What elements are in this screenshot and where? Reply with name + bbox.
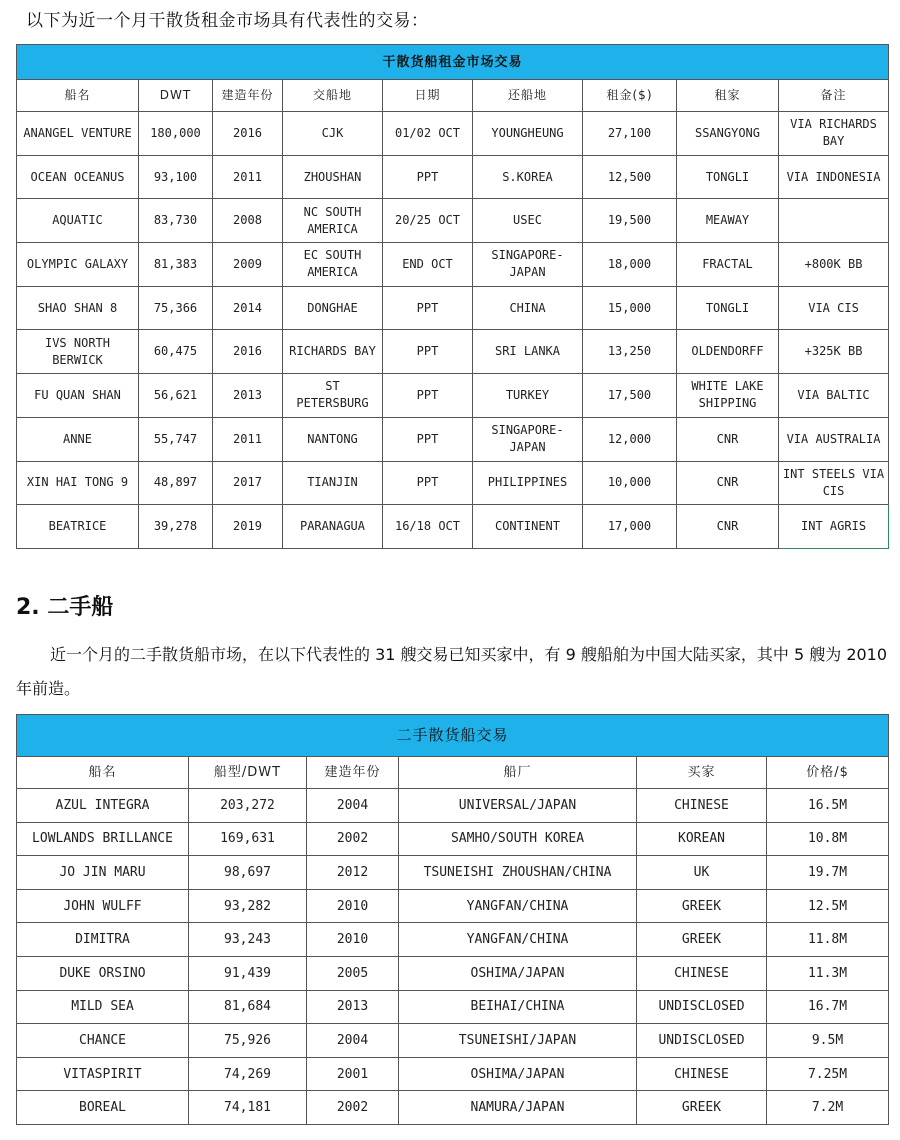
sale-header-cell: 价格/$	[767, 757, 889, 789]
sale-cell: GREEK	[637, 1091, 767, 1125]
charter-cell: PHILIPPINES	[473, 461, 583, 505]
sale-cell: DIMITRA	[17, 923, 189, 957]
sale-cell: JO JIN MARU	[17, 856, 189, 890]
sale-cell: 7.2M	[767, 1091, 889, 1125]
charter-cell: 2014	[213, 286, 283, 330]
sale-cell: OSHIMA/JAPAN	[399, 1057, 637, 1091]
charter-cell: VIA INDONESIA	[779, 155, 889, 199]
charter-cell: XIN HAI TONG 9	[17, 461, 139, 505]
sale-header-cell: 建造年份	[307, 757, 399, 789]
sale-row	[17, 889, 889, 923]
sale-cell: 9.5M	[767, 1024, 889, 1058]
charter-cell: 2013	[213, 374, 283, 418]
charter-cell: 12,500	[583, 155, 677, 199]
charter-cell: 27,100	[583, 112, 677, 156]
charter-cell: S.KOREA	[473, 155, 583, 199]
charter-header-cell: DWT	[139, 80, 213, 112]
sale-header-cell: 船名	[17, 757, 189, 789]
charter-header-cell: 交船地	[283, 80, 383, 112]
charter-row	[17, 461, 889, 505]
charter-cell: RICHARDS BAY	[283, 330, 383, 374]
sale-table-title: 二手散货船交易	[17, 715, 889, 757]
charter-cell: 83,730	[139, 199, 213, 243]
charter-cell: PPT	[383, 417, 473, 461]
charter-cell: OLYMPIC GALAXY	[17, 243, 139, 287]
sale-cell: 203,272	[189, 789, 307, 823]
charter-row	[17, 374, 889, 418]
charter-cell: END OCT	[383, 243, 473, 287]
charter-cell: SRI LANKA	[473, 330, 583, 374]
charter-cell: SINGAPORE-JAPAN	[473, 417, 583, 461]
section-paragraph: 近一个月的二手散货船市场，在以下代表性的 31 艘交易已知买家中，有 9 艘船舶为中国大陆买家，其中 5 艘为 2010 年前造。	[16, 645, 888, 698]
charter-cell: 16/18 OCT	[383, 505, 473, 549]
charter-cell: FRACTAL	[677, 243, 779, 287]
sale-row	[17, 1091, 889, 1125]
charter-cell: 2016	[213, 330, 283, 374]
charter-cell: ANANGEL VENTURE	[17, 112, 139, 156]
charter-cell: CNR	[677, 417, 779, 461]
charter-header-cell: 备注	[779, 80, 889, 112]
charter-cell: VIA CIS	[779, 286, 889, 330]
sale-cell: 2004	[307, 789, 399, 823]
charter-row	[17, 505, 889, 549]
charter-cell: 18,000	[583, 243, 677, 287]
charter-cell: 2016	[213, 112, 283, 156]
charter-table	[16, 44, 889, 549]
charter-cell: FU QUAN SHAN	[17, 374, 139, 418]
sale-cell: JOHN WULFF	[17, 889, 189, 923]
charter-cell: NANTONG	[283, 417, 383, 461]
charter-cell: ST PETERSBURG	[283, 374, 383, 418]
sale-cell: TSUNEISHI/JAPAN	[399, 1024, 637, 1058]
sale-cell: UNDISCLOSED	[637, 1024, 767, 1058]
charter-cell: 2008	[213, 199, 283, 243]
sale-cell: 7.25M	[767, 1057, 889, 1091]
section-heading: 2. 二手船	[16, 595, 114, 620]
charter-cell: SINGAPORE-JAPAN	[473, 243, 583, 287]
sale-cell: OSHIMA/JAPAN	[399, 956, 637, 990]
charter-header-cell: 船名	[17, 80, 139, 112]
charter-cell: 19,500	[583, 199, 677, 243]
sale-row	[17, 990, 889, 1024]
sale-cell: 169,631	[189, 822, 307, 856]
sale-cell: 98,697	[189, 856, 307, 890]
charter-cell: 56,621	[139, 374, 213, 418]
charter-cell: +325K BB	[779, 330, 889, 374]
sale-cell: 16.7M	[767, 990, 889, 1024]
sale-cell: 75,926	[189, 1024, 307, 1058]
charter-cell: 17,000	[583, 505, 677, 549]
sale-cell: 2013	[307, 990, 399, 1024]
charter-row	[17, 417, 889, 461]
charter-cell: 20/25 OCT	[383, 199, 473, 243]
charter-cell: CHINA	[473, 286, 583, 330]
charter-cell: CNR	[677, 505, 779, 549]
sale-cell: 2012	[307, 856, 399, 890]
charter-cell: 48,897	[139, 461, 213, 505]
charter-cell: VIA AUSTRALIA	[779, 417, 889, 461]
sale-cell: 2002	[307, 1091, 399, 1125]
sale-cell: 93,282	[189, 889, 307, 923]
sale-cell: CHINESE	[637, 956, 767, 990]
charter-header-cell: 还船地	[473, 80, 583, 112]
sale-row	[17, 822, 889, 856]
charter-row	[17, 330, 889, 374]
charter-cell: 2009	[213, 243, 283, 287]
charter-cell: 2011	[213, 417, 283, 461]
sale-row	[17, 789, 889, 823]
sale-cell: NAMURA/JAPAN	[399, 1091, 637, 1125]
charter-cell: SHAO SHAN 8	[17, 286, 139, 330]
sale-cell: 2004	[307, 1024, 399, 1058]
sale-row	[17, 956, 889, 990]
sale-row	[17, 856, 889, 890]
charter-cell: 180,000	[139, 112, 213, 156]
charter-cell: 81,383	[139, 243, 213, 287]
charter-cell: PPT	[383, 155, 473, 199]
sale-cell: 74,269	[189, 1057, 307, 1091]
charter-cell: 2011	[213, 155, 283, 199]
charter-cell: 39,278	[139, 505, 213, 549]
sale-cell: 2002	[307, 822, 399, 856]
charter-row	[17, 243, 889, 287]
charter-cell: TONGLI	[677, 286, 779, 330]
charter-cell: AQUATIC	[17, 199, 139, 243]
charter-cell: CNR	[677, 461, 779, 505]
charter-cell: MEAWAY	[677, 199, 779, 243]
sale-cell: TSUNEISHI ZHOUSHAN/CHINA	[399, 856, 637, 890]
charter-cell: TIANJIN	[283, 461, 383, 505]
charter-cell: 10,000	[583, 461, 677, 505]
sale-cell: GREEK	[637, 889, 767, 923]
sale-cell: AZUL INTEGRA	[17, 789, 189, 823]
charter-header-cell: 建造年份	[213, 80, 283, 112]
charter-cell: 2019	[213, 505, 283, 549]
sale-cell: SAMHO/SOUTH KOREA	[399, 822, 637, 856]
charter-cell: 75,366	[139, 286, 213, 330]
charter-cell: 55,747	[139, 417, 213, 461]
sale-cell: UNIVERSAL/JAPAN	[399, 789, 637, 823]
sale-cell: 16.5M	[767, 789, 889, 823]
charter-cell: WHITE LAKE SHIPPING	[677, 374, 779, 418]
sale-cell: UNDISCLOSED	[637, 990, 767, 1024]
charter-cell: 13,250	[583, 330, 677, 374]
charter-cell: 15,000	[583, 286, 677, 330]
charter-row	[17, 199, 889, 243]
charter-cell: +800K BB	[779, 243, 889, 287]
sale-cell: CHINESE	[637, 789, 767, 823]
sale-cell: 74,181	[189, 1091, 307, 1125]
sale-row	[17, 1024, 889, 1058]
charter-cell: 93,100	[139, 155, 213, 199]
charter-cell: IVS NORTH BERWICK	[17, 330, 139, 374]
charter-cell: 01/02 OCT	[383, 112, 473, 156]
sale-cell: BOREAL	[17, 1091, 189, 1125]
charter-header-cell: 日期	[383, 80, 473, 112]
charter-cell: USEC	[473, 199, 583, 243]
charter-cell: OCEAN OCEANUS	[17, 155, 139, 199]
sale-cell: BEIHAI/CHINA	[399, 990, 637, 1024]
charter-cell: OLDENDORFF	[677, 330, 779, 374]
charter-cell: VIA BALTIC	[779, 374, 889, 418]
sale-cell: YANGFAN/CHINA	[399, 889, 637, 923]
charter-row	[17, 155, 889, 199]
sale-cell: 93,243	[189, 923, 307, 957]
sale-cell: 11.3M	[767, 956, 889, 990]
sale-header-cell: 船厂	[399, 757, 637, 789]
sale-cell: 11.8M	[767, 923, 889, 957]
sale-header-cell: 船型/DWT	[189, 757, 307, 789]
charter-cell: 17,500	[583, 374, 677, 418]
charter-cell: PARANAGUA	[283, 505, 383, 549]
charter-cell: TURKEY	[473, 374, 583, 418]
sale-header-cell: 买家	[637, 757, 767, 789]
charter-cell: YOUNGHEUNG	[473, 112, 583, 156]
sale-row	[17, 1057, 889, 1091]
charter-table-title: 干散货船租金市场交易	[17, 45, 889, 80]
sale-cell: DUKE ORSINO	[17, 956, 189, 990]
sale-row	[17, 923, 889, 957]
charter-cell: 2017	[213, 461, 283, 505]
sale-cell: KOREAN	[637, 822, 767, 856]
sale-cell: 2010	[307, 923, 399, 957]
sale-cell: 10.8M	[767, 822, 889, 856]
charter-cell: PPT	[383, 330, 473, 374]
sale-cell: LOWLANDS BRILLANCE	[17, 822, 189, 856]
charter-cell: EC SOUTH AMERICA	[283, 243, 383, 287]
sale-cell: GREEK	[637, 923, 767, 957]
charter-cell: PPT	[383, 286, 473, 330]
sale-cell: 81,684	[189, 990, 307, 1024]
charter-cell: PPT	[383, 374, 473, 418]
charter-cell: 12,000	[583, 417, 677, 461]
sale-cell: 91,439	[189, 956, 307, 990]
charter-cell: CONTINENT	[473, 505, 583, 549]
sale-cell: 19.7M	[767, 856, 889, 890]
charter-cell: DONGHAE	[283, 286, 383, 330]
charter-cell: ANNE	[17, 417, 139, 461]
charter-cell: TONGLI	[677, 155, 779, 199]
charter-cell: NC SOUTH AMERICA	[283, 199, 383, 243]
charter-cell: INT AGRIS	[779, 505, 889, 549]
sale-cell: 2010	[307, 889, 399, 923]
sale-cell: UK	[637, 856, 767, 890]
charter-cell: PPT	[383, 461, 473, 505]
charter-cell: CJK	[283, 112, 383, 156]
charter-cell	[779, 199, 889, 243]
charter-row	[17, 112, 889, 156]
charter-row	[17, 286, 889, 330]
charter-table-header	[17, 80, 889, 112]
charter-cell: BEATRICE	[17, 505, 139, 549]
sale-cell: CHINESE	[637, 1057, 767, 1091]
sale-cell: MILD SEA	[17, 990, 189, 1024]
sale-cell: 12.5M	[767, 889, 889, 923]
sale-table	[16, 714, 889, 1125]
sale-cell: 2001	[307, 1057, 399, 1091]
charter-header-cell: 租金($)	[583, 80, 677, 112]
sale-cell: VITASPIRIT	[17, 1057, 189, 1091]
charter-header-cell: 租家	[677, 80, 779, 112]
sale-cell: YANGFAN/CHINA	[399, 923, 637, 957]
charter-cell: VIA RICHARDS BAY	[779, 112, 889, 156]
charter-cell: ZHOUSHAN	[283, 155, 383, 199]
charter-cell: INT STEELS VIA CIS	[779, 461, 889, 505]
charter-cell: 60,475	[139, 330, 213, 374]
sale-cell: CHANCE	[17, 1024, 189, 1058]
charter-cell: SSANGYONG	[677, 112, 779, 156]
sale-table-header	[17, 757, 889, 789]
sale-cell: 2005	[307, 956, 399, 990]
intro-text: 以下为近一个月干散货租金市场具有代表性的交易：	[26, 11, 429, 31]
